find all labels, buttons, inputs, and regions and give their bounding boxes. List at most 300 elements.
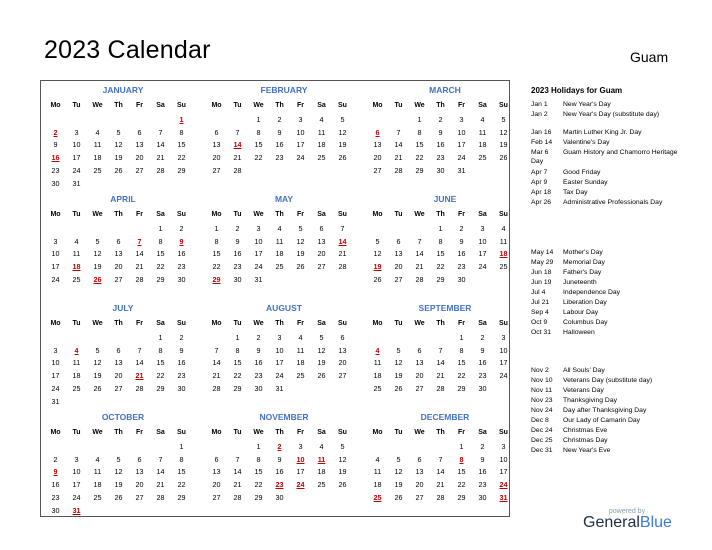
day-cell: 26	[317, 371, 326, 381]
day-cell: 16	[233, 249, 242, 259]
weekday-header: Sa	[478, 102, 487, 109]
day-cell: 20	[135, 480, 144, 490]
day-cell: 6	[417, 345, 422, 355]
day-cell: 28	[338, 262, 347, 272]
holiday-item	[531, 447, 681, 456]
day-cell: 12	[93, 249, 102, 259]
day-cell: 31	[275, 383, 284, 393]
day-cell: 17	[478, 249, 487, 259]
holiday-day-cell: 14	[338, 236, 347, 246]
weekday-header: Tu	[72, 320, 81, 327]
day-cell: 21	[436, 371, 445, 381]
day-cell: 4	[277, 224, 282, 233]
holiday-name: Father's Day	[563, 269, 602, 276]
page-title: 2023 Calendar	[44, 36, 211, 64]
weekday-header: Tu	[394, 320, 403, 327]
day-cell: 9	[235, 236, 240, 246]
day-cell: 5	[116, 127, 121, 137]
day-cell: 15	[254, 467, 263, 477]
day-cell: 13	[415, 358, 424, 368]
holiday-date: Oct 9	[531, 319, 548, 326]
weekday-header: Tu	[233, 102, 242, 109]
day-cell: 5	[116, 454, 121, 464]
day-cell: 3	[277, 333, 282, 342]
day-cell: 27	[317, 262, 326, 272]
day-cell: 8	[158, 236, 163, 246]
day-cell: 14	[156, 467, 165, 477]
day-cell: 11	[275, 236, 284, 246]
holiday-day-cell: 23	[275, 480, 284, 490]
holiday-name: Labour Day	[563, 309, 599, 316]
day-cell: 2	[480, 442, 485, 451]
day-cell: 29	[156, 274, 165, 284]
day-cell: 13	[114, 249, 123, 259]
holiday-date: May 29	[531, 259, 554, 266]
day-cell: 25	[93, 492, 102, 502]
day-cell: 21	[394, 153, 403, 163]
weekday-header: Fr	[136, 429, 143, 436]
holiday-date: Apr 18	[531, 189, 552, 196]
weekday-header: Sa	[156, 429, 165, 436]
calendar-grid	[40, 80, 510, 517]
day-cell: 19	[394, 480, 403, 490]
holiday-name: Our Lady of Camarin Day	[563, 417, 641, 424]
day-cell: 30	[51, 505, 60, 515]
month-name: MAY	[274, 194, 294, 204]
holiday-item	[531, 417, 681, 426]
day-cell: 8	[256, 454, 261, 464]
day-cell: 22	[415, 153, 424, 163]
day-cell: 18	[275, 249, 284, 259]
month-name: APRIL	[110, 194, 136, 204]
weekday-header: Su	[499, 429, 508, 436]
day-cell: 21	[233, 480, 242, 490]
day-cell: 18	[317, 140, 326, 150]
holiday-day-cell: 2	[53, 127, 58, 137]
day-cell: 20	[114, 262, 123, 272]
holiday-day-cell: 21	[135, 371, 144, 381]
day-cell: 16	[457, 249, 466, 259]
weekday-header: Th	[275, 211, 284, 218]
weekday-header: Su	[177, 320, 186, 327]
holiday-name: New Year's Day (substitute day)	[563, 111, 660, 118]
holiday-day-cell: 9	[179, 236, 184, 246]
weekday-header: We	[253, 429, 264, 436]
weekday-header: Su	[177, 429, 186, 436]
day-cell: 17	[296, 467, 305, 477]
weekday-header: Mo	[211, 102, 222, 109]
holiday-date: Jan 16	[531, 129, 552, 136]
day-cell: 31	[254, 274, 263, 284]
day-cell: 2	[235, 224, 240, 233]
day-cell: 28	[415, 274, 424, 284]
day-cell: 14	[135, 249, 144, 259]
day-cell: 17	[499, 467, 508, 477]
weekday-header: Tu	[72, 102, 81, 109]
holiday-item	[531, 139, 681, 148]
day-cell: 28	[212, 383, 221, 393]
weekday-header: Sa	[156, 102, 165, 109]
day-cell: 13	[114, 358, 123, 368]
day-cell: 7	[235, 454, 240, 464]
holiday-date: Jul 21	[531, 299, 550, 306]
holiday-day-cell: 4	[74, 345, 79, 355]
day-cell: 11	[93, 467, 102, 477]
holiday-item	[531, 179, 681, 188]
holiday-item	[531, 169, 681, 178]
day-cell: 31	[72, 178, 81, 188]
month-name: AUGUST	[266, 303, 302, 313]
day-cell: 6	[137, 454, 142, 464]
day-cell: 19	[499, 140, 508, 150]
day-cell: 3	[298, 442, 303, 451]
day-cell: 29	[436, 274, 445, 284]
holiday-day-cell: 25	[373, 492, 382, 502]
weekday-header: Fr	[136, 211, 143, 218]
weekday-header: Mo	[372, 211, 383, 218]
day-cell: 18	[296, 358, 305, 368]
weekday-header: Fr	[458, 211, 465, 218]
day-cell: 9	[53, 140, 58, 150]
day-cell: 26	[338, 480, 347, 490]
day-cell: 22	[156, 371, 165, 381]
weekday-header: Fr	[297, 320, 304, 327]
month-name: JANUARY	[102, 85, 144, 95]
day-cell: 13	[415, 467, 424, 477]
weekday-header: Sa	[156, 320, 165, 327]
day-cell: 10	[457, 127, 466, 137]
day-cell: 26	[93, 383, 102, 393]
holiday-item	[531, 269, 681, 278]
holiday-name: Halloween	[563, 329, 595, 336]
weekday-header: Su	[338, 211, 347, 218]
day-cell: 20	[135, 153, 144, 163]
day-cell: 22	[156, 262, 165, 272]
day-cell: 3	[74, 454, 79, 464]
weekday-header: Su	[338, 429, 347, 436]
day-cell: 15	[457, 358, 466, 368]
day-cell: 18	[478, 140, 487, 150]
day-cell: 9	[480, 454, 485, 464]
weekday-header: We	[253, 211, 264, 218]
day-cell: 19	[93, 371, 102, 381]
day-cell: 27	[212, 165, 221, 175]
day-cell: 8	[256, 127, 261, 137]
day-cell: 17	[457, 140, 466, 150]
weekday-header: Fr	[136, 102, 143, 109]
day-cell: 5	[340, 442, 345, 451]
month-name: DECEMBER	[420, 412, 470, 422]
day-cell: 27	[114, 274, 123, 284]
day-cell: 20	[415, 371, 424, 381]
day-cell: 28	[135, 383, 144, 393]
day-cell: 2	[277, 115, 282, 124]
day-cell: 27	[114, 383, 123, 393]
day-cell: 11	[72, 249, 81, 259]
month-name: NOVEMBER	[259, 412, 309, 422]
day-cell: 11	[72, 358, 81, 368]
day-cell: 21	[436, 480, 445, 490]
day-cell: 3	[53, 236, 58, 246]
day-cell: 12	[338, 127, 347, 137]
day-cell: 19	[93, 262, 102, 272]
holiday-day-cell: 14	[233, 140, 242, 150]
day-cell: 22	[457, 480, 466, 490]
day-cell: 19	[114, 480, 123, 490]
country-label: Guam	[630, 49, 669, 65]
day-cell: 13	[317, 236, 326, 246]
weekday-header: Sa	[156, 211, 165, 218]
day-cell: 12	[499, 127, 508, 137]
weekday-header: Sa	[478, 429, 487, 436]
day-cell: 10	[51, 358, 60, 368]
holiday-day-cell: 19	[373, 262, 382, 272]
weekday-header: Su	[499, 320, 508, 327]
day-cell: 24	[457, 153, 466, 163]
day-cell: 9	[179, 345, 184, 355]
day-cell: 23	[51, 165, 60, 175]
month-name: SEPTEMBER	[418, 303, 472, 313]
day-cell: 19	[338, 467, 347, 477]
day-cell: 23	[275, 153, 284, 163]
day-cell: 13	[373, 140, 382, 150]
holiday-item	[531, 407, 681, 416]
holiday-day-cell: 18	[72, 262, 81, 272]
weekday-header: Fr	[458, 320, 465, 327]
day-cell: 11	[499, 236, 508, 246]
day-cell: 20	[373, 153, 382, 163]
day-cell: 19	[338, 140, 347, 150]
day-cell: 23	[233, 262, 242, 272]
day-cell: 14	[415, 249, 424, 259]
weekday-header: Th	[114, 211, 123, 218]
day-cell: 15	[436, 249, 445, 259]
day-cell: 26	[394, 383, 403, 393]
holiday-date: Jun 19	[531, 279, 552, 286]
day-cell: 14	[212, 358, 221, 368]
holiday-day-cell: 24	[499, 480, 508, 490]
day-cell: 29	[177, 492, 186, 502]
holiday-date: Dec 31	[531, 447, 553, 454]
weekday-header: Mo	[372, 320, 383, 327]
day-cell: 25	[72, 383, 81, 393]
weekday-header: We	[414, 211, 425, 218]
weekday-header: Th	[114, 429, 123, 436]
day-cell: 15	[233, 358, 242, 368]
day-cell: 4	[95, 454, 100, 464]
holiday-name: Memorial Day	[563, 259, 605, 266]
brand-name-part-accent: Blue	[639, 514, 672, 531]
day-cell: 2	[53, 454, 58, 464]
day-cell: 1	[158, 333, 163, 342]
day-cell: 22	[436, 262, 445, 272]
day-cell: 3	[501, 442, 506, 451]
day-cell: 2	[459, 224, 464, 233]
day-cell: 15	[156, 249, 165, 259]
day-cell: 2	[480, 333, 485, 342]
day-cell: 29	[156, 383, 165, 393]
weekday-header: Tu	[233, 429, 242, 436]
weekday-header: We	[253, 320, 264, 327]
day-cell: 17	[51, 371, 60, 381]
holiday-name: Veterans Day	[563, 387, 604, 394]
day-cell: 3	[53, 345, 58, 355]
month-name: JUNE	[433, 194, 457, 204]
day-cell: 21	[156, 480, 165, 490]
day-cell: 21	[135, 262, 144, 272]
day-cell: 16	[177, 249, 186, 259]
weekday-header: We	[414, 429, 425, 436]
weekday-header: Fr	[136, 320, 143, 327]
holiday-date: Apr 7	[531, 169, 548, 176]
day-cell: 4	[501, 224, 506, 233]
day-cell: 30	[177, 274, 186, 284]
day-cell: 10	[254, 236, 263, 246]
day-cell: 7	[396, 127, 401, 137]
day-cell: 5	[319, 333, 324, 342]
day-cell: 23	[254, 371, 263, 381]
day-cell: 14	[436, 358, 445, 368]
day-cell: 16	[275, 140, 284, 150]
day-cell: 14	[436, 467, 445, 477]
day-cell: 7	[158, 454, 163, 464]
holiday-name: Administrative Professionals Day	[563, 199, 663, 206]
day-cell: 16	[436, 140, 445, 150]
weekday-header: Fr	[458, 102, 465, 109]
day-cell: 10	[72, 140, 81, 150]
day-cell: 9	[459, 236, 464, 246]
weekday-header: Fr	[297, 102, 304, 109]
weekday-header: Fr	[297, 429, 304, 436]
weekday-header: Sa	[317, 320, 326, 327]
holiday-day-cell: 10	[296, 454, 305, 464]
holiday-date: Jan 1	[531, 101, 548, 108]
day-cell: 23	[457, 262, 466, 272]
day-cell: 10	[478, 236, 487, 246]
weekday-header: Su	[499, 211, 508, 218]
weekday-header: Su	[177, 102, 186, 109]
day-cell: 1	[256, 115, 261, 124]
holiday-name: Columbus Day	[563, 319, 608, 326]
day-cell: 3	[459, 115, 464, 124]
day-cell: 29	[457, 383, 466, 393]
day-cell: 15	[156, 358, 165, 368]
day-cell: 20	[212, 153, 221, 163]
day-cell: 15	[415, 140, 424, 150]
holiday-date: Sep 4	[531, 309, 549, 316]
holiday-day-cell: 24	[296, 480, 305, 490]
weekday-header: Th	[275, 320, 284, 327]
weekday-header: Mo	[211, 211, 222, 218]
day-cell: 3	[256, 224, 261, 233]
holiday-item	[531, 299, 681, 308]
holiday-date: Oct 31	[531, 329, 552, 336]
day-cell: 13	[135, 467, 144, 477]
day-cell: 7	[340, 224, 345, 233]
day-cell: 30	[478, 383, 487, 393]
holiday-name: Thanksgiving Day	[563, 397, 618, 404]
day-cell: 3	[298, 115, 303, 124]
day-cell: 21	[338, 249, 347, 259]
day-cell: 27	[212, 492, 221, 502]
day-cell: 1	[214, 224, 219, 233]
day-cell: 22	[457, 371, 466, 381]
month-name: JULY	[112, 303, 134, 313]
holiday-date: May 14	[531, 249, 554, 256]
holiday-date: Nov 10	[531, 377, 553, 384]
day-cell: 25	[296, 371, 305, 381]
day-cell: 17	[72, 153, 81, 163]
day-cell: 8	[214, 236, 219, 246]
holiday-date: Feb 14	[531, 139, 553, 146]
holiday-day-cell: 18	[499, 249, 508, 259]
day-cell: 16	[478, 467, 487, 477]
day-cell: 4	[480, 115, 485, 124]
day-cell: 2	[179, 333, 184, 342]
day-cell: 25	[478, 153, 487, 163]
holiday-date: Jul 4	[531, 289, 546, 296]
day-cell: 18	[373, 480, 382, 490]
day-cell: 5	[95, 236, 100, 246]
day-cell: 10	[51, 249, 60, 259]
day-cell: 6	[417, 454, 422, 464]
day-cell: 23	[177, 262, 186, 272]
holiday-date: Jun 18	[531, 269, 552, 276]
day-cell: 26	[114, 165, 123, 175]
day-cell: 18	[93, 153, 102, 163]
day-cell: 24	[72, 492, 81, 502]
holiday-item	[531, 259, 681, 268]
day-cell: 4	[74, 236, 79, 246]
weekday-header: Fr	[458, 429, 465, 436]
day-cell: 1	[459, 442, 464, 451]
month-name: FEBRUARY	[260, 85, 308, 95]
day-cell: 7	[137, 345, 142, 355]
day-cell: 17	[275, 358, 284, 368]
day-cell: 6	[116, 236, 121, 246]
day-cell: 9	[277, 454, 282, 464]
holiday-item	[531, 199, 681, 208]
day-cell: 16	[177, 358, 186, 368]
weekday-header: Th	[436, 102, 445, 109]
weekday-header: Th	[436, 320, 445, 327]
weekday-header: We	[92, 320, 103, 327]
day-cell: 1	[179, 442, 184, 451]
day-cell: 5	[396, 454, 401, 464]
day-cell: 20	[394, 262, 403, 272]
holiday-item	[531, 149, 681, 166]
weekday-header: We	[414, 102, 425, 109]
day-cell: 1	[235, 333, 240, 342]
holiday-name: Martin Luther King Jr. Day	[563, 129, 642, 136]
day-cell: 22	[254, 480, 263, 490]
weekday-header: Tu	[72, 211, 81, 218]
day-cell: 15	[254, 140, 263, 150]
day-cell: 21	[212, 371, 221, 381]
weekday-header: We	[92, 429, 103, 436]
day-cell: 30	[233, 274, 242, 284]
day-cell: 6	[137, 127, 142, 137]
weekday-header: Su	[177, 211, 186, 218]
day-cell: 14	[394, 140, 403, 150]
holiday-day-cell: 7	[137, 236, 142, 246]
holiday-item	[531, 387, 681, 396]
holiday-item	[531, 129, 681, 138]
day-cell: 6	[214, 127, 219, 137]
day-cell: 13	[212, 140, 221, 150]
day-cell: 28	[233, 492, 242, 502]
day-cell: 27	[135, 165, 144, 175]
